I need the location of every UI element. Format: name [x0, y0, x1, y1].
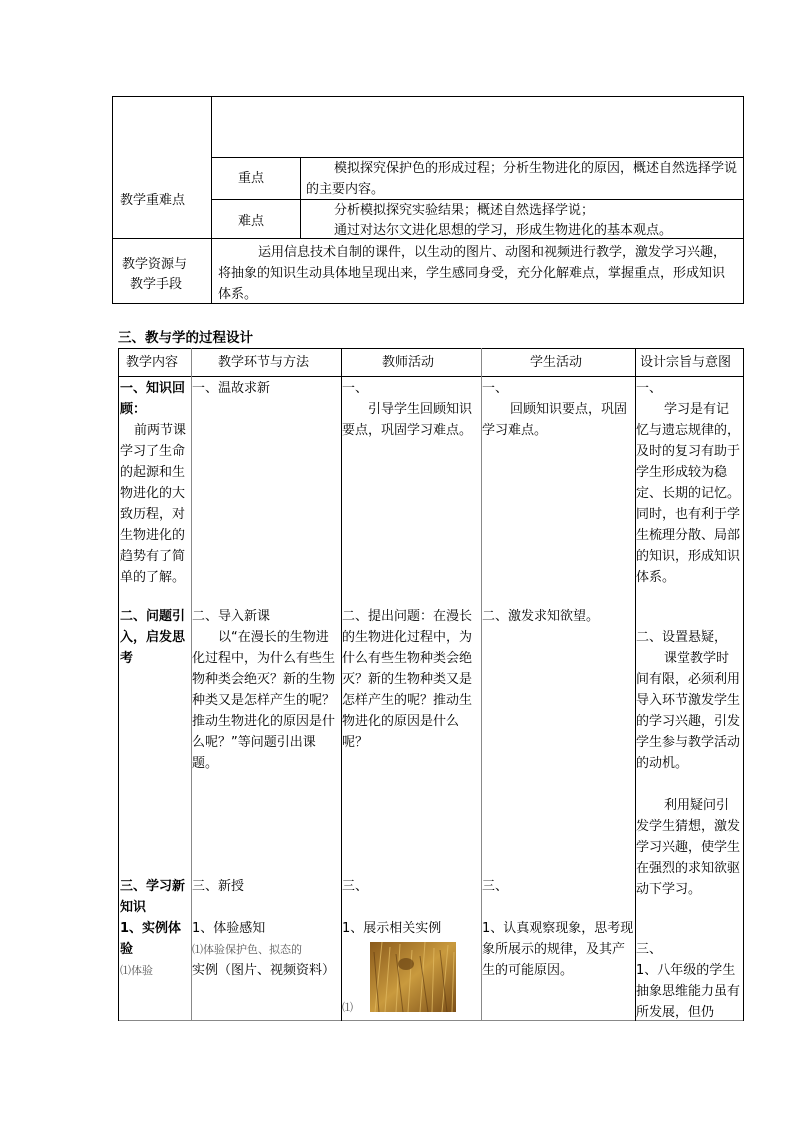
row2-method-text: 以“在漫长的生物进化过程中，为什么有些生物种类会绝灭？新的生物种类又是怎样产生的呢？推动生物进化的原因是什么呢？”等问题引出课题。: [192, 630, 336, 771]
row1-content-text: 前两节课学习了生命的起源和生物进化的大致历程，对生物进化的趋势有了简单的了解。: [120, 423, 187, 585]
row3-teacher-sub: 1、展示相关实例: [342, 921, 442, 936]
row3-content-sub: 1、实例体验: [120, 921, 182, 957]
row1-content-title: 一、知识回顾：: [120, 381, 186, 417]
row1-purpose-text: 学习是有记忆与遗忘规律的，及时的复习有助于学生形成较为稳定、长期的记忆。同时，也有利于学生梳理分散、局部的知识，形成知识体系。: [636, 402, 741, 585]
row2-purpose-text-2: 利用疑问引发学生猜想，激发学习兴趣，使学生在强烈的求知欲驱动下学习。: [636, 798, 741, 897]
row3-content-title: 三、学习新知识: [120, 879, 186, 915]
camouflage-example-image: [370, 942, 456, 1012]
key-point-label: 重点: [238, 171, 265, 186]
section-title: 三、教与学的过程设计: [118, 330, 253, 346]
row1-student-text: 回顾知识要点，巩固学习难点。: [482, 402, 628, 438]
row3-teacher-small: ⑴: [342, 1001, 353, 1014]
difficulty-label: 教学重难点: [120, 193, 186, 208]
row2-student-text: 二、激发求知欲望。: [482, 609, 600, 624]
row3-purpose-num: 三、: [636, 942, 663, 957]
row2-teacher-text: 二、提出问题：在漫长的生物进化过程中，为什么有些生物种类会绝灭？新的生物种类又是怎样产生的呢？推动生物进化的原因是什么呢？: [342, 609, 473, 750]
header-method: 教学环节与方法: [218, 355, 310, 370]
row3-student-text: 1、认真观察现象，思考现象所展示的规律，及其产生的可能原因。: [482, 921, 634, 978]
row3-method-small: ⑴体验保护色、拟态的: [192, 943, 302, 956]
row3-content-small: ⑴体验: [120, 964, 153, 977]
row2-method-title: 二、导入新课: [192, 609, 271, 624]
row3-purpose-text: 1、八年级的学生抽象思维能力虽有所发展，但仍: [636, 963, 741, 1020]
row1-teacher-text: 引导学生回顾知识要点，巩固学习难点。: [342, 402, 473, 438]
header-teacher: 教师活动: [382, 355, 435, 370]
row2-content-title: 二、问题引入，启发思考: [120, 609, 186, 666]
header-content: 教学内容: [126, 355, 179, 370]
hard-point-line-1: 分析模拟探究实验结果；概述自然选择学说；: [334, 203, 595, 218]
row2-purpose-text-1: 课堂教学时间有限，必须利用导入环节激发学生的学习兴趣，引发学生参与教学活动的动机。: [636, 651, 741, 771]
header-purpose: 设计宗旨与意图: [640, 355, 732, 370]
row2-purpose-title: 二、设置悬疑，: [636, 630, 728, 645]
row3-method-text: 实例（图片、视频资料）: [192, 963, 336, 978]
key-point-text: 模拟探究保护色的形成过程；分析生物进化的原因，概述自然选择学说的主要内容。: [306, 161, 738, 197]
resources-text: 运用信息技术自制的课件，以生动的图片、动图和视频进行教学，激发学习兴趣，将抽象的知识生动具体地呈现出来，学生感同身受，充分化解难点，掌握重点，形成知识体系。: [218, 245, 727, 302]
hard-point-label: 难点: [238, 214, 265, 229]
resources-table: [112, 96, 744, 304]
row1-student-num: 一、: [482, 381, 509, 396]
row3-method-sub: 1、体验感知: [192, 921, 266, 936]
header-student: 学生活动: [530, 355, 583, 370]
row1-teacher-num: 一、: [342, 381, 369, 396]
row3-student-num: 三、: [482, 879, 509, 894]
resources-label-line-2: 教学手段: [130, 277, 183, 292]
resources-label-line-1: 教学资源与: [122, 257, 188, 272]
row3-teacher-num: 三、: [342, 879, 369, 894]
row3-method: 三、新授: [192, 879, 245, 894]
row1-method: 一、温故求新: [192, 381, 271, 396]
hard-point-line-2: 通过对达尔文进化思想的学习，形成生物进化的基本观点。: [334, 223, 673, 238]
row1-purpose-num: 一、: [636, 381, 663, 396]
